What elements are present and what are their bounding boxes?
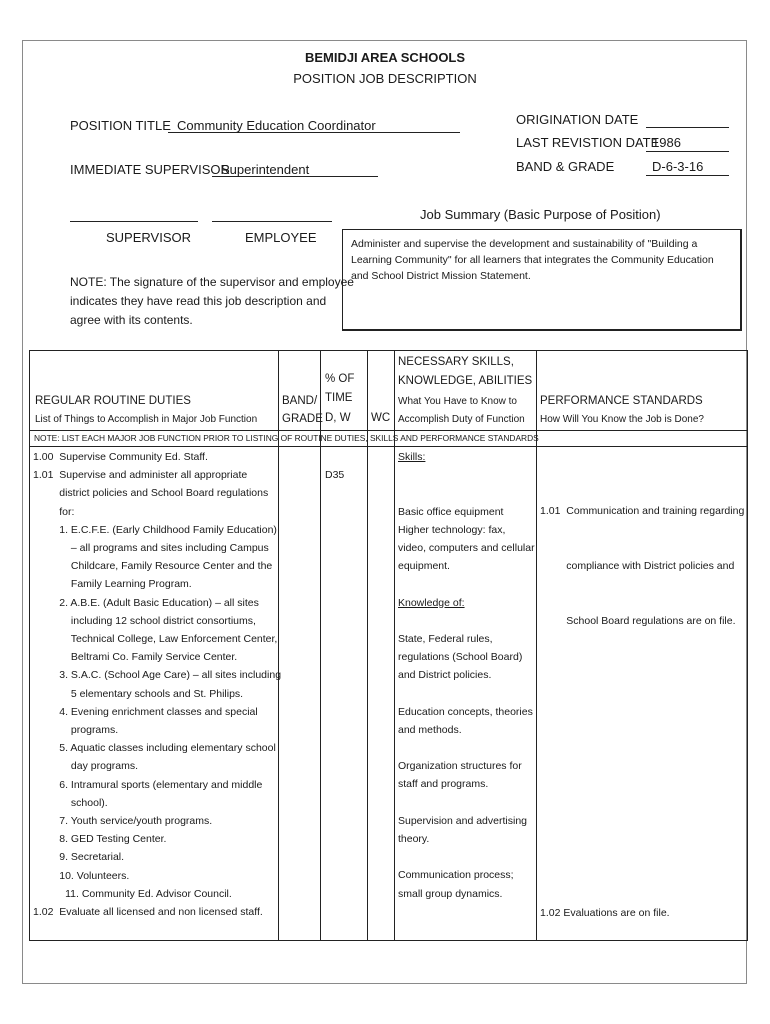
summary-text: Administer and supervise the development and sustainability of "Building a Learning Community" for all learners that integrates the Community Education and School District Mission Statement. (351, 238, 714, 282)
position-title-value: Community Education Coordinator (177, 118, 376, 133)
skill-line: staff and programs. (398, 778, 489, 791)
supervisor-signature-line (70, 221, 198, 222)
duty-line: 9. Secretarial. (33, 851, 125, 864)
origination-date-label: ORIGINATION DATE (516, 112, 639, 127)
skill-line (398, 739, 535, 757)
skill-line (398, 794, 535, 812)
duty-line: 8. GED Testing Center. (33, 833, 167, 846)
duties-list (33, 448, 281, 921)
skill-line: Higher technology: fax, (398, 523, 506, 536)
skill-line: Communication process; (398, 869, 514, 882)
standard-1-01-line: 1.01 Communication and training regarding (540, 505, 745, 518)
duty-line: 1. E.C.F.E. (Early Childhood Family Education) (33, 523, 277, 536)
skills-header-2: KNOWLEDGE, ABILITIES (398, 375, 533, 387)
signature-note (70, 273, 354, 330)
time-header-2: TIME (325, 392, 353, 404)
employee-signature-label: EMPLOYEE (245, 230, 317, 245)
duty-line: district policies and School Board regulations (33, 487, 269, 500)
duty-line: 10. Volunteers. (33, 869, 130, 882)
band-header-1: BAND/ (282, 395, 318, 407)
skills-header-1: NECESSARY SKILLS, (398, 356, 514, 368)
position-title-label: POSITION TITLE (70, 118, 171, 133)
table-note: NOTE: LIST EACH MAJOR JOB FUNCTION PRIOR TO LISTING OF ROUTINE DUTIES, SKILLS AND PERFORMANCE STANDARDS (34, 433, 539, 443)
duty-line: Beltrami Co. Family Service Center. (33, 651, 238, 664)
duty-line: 1.00 Supervise Community Ed. Staff. (33, 451, 208, 463)
header-bottom-line (29, 430, 748, 431)
skills-list (398, 448, 535, 903)
time-value: D35 (325, 469, 345, 481)
duty-line: 1.01 Supervise and administer all appropriate (33, 469, 248, 482)
duty-line: school). (33, 796, 108, 809)
skill-line (398, 684, 535, 702)
time-header-1: % OF (325, 373, 355, 385)
duty-line: 7. Youth service/youth programs. (33, 815, 213, 828)
skills-header-3: What You Have to Know to (398, 396, 517, 407)
duty-line: 5. Aquatic classes including elementary school (33, 742, 276, 755)
skill-line: State, Federal rules, (398, 632, 493, 645)
duty-line: 11. Community Ed. Advisor Council. (33, 887, 232, 900)
summary-box (342, 229, 742, 331)
employee-signature-line (212, 221, 332, 222)
skill-line: and methods. (398, 723, 462, 736)
duty-line: 2. A.B.E. (Adult Basic Education) – all sites (33, 596, 259, 609)
revision-date-underline (646, 151, 729, 152)
supervisor-label: IMMEDIATE SUPERVISOR (70, 162, 230, 177)
skill-line: video, computers and cellular (398, 541, 535, 554)
org-title: BEMIDJI AREA SCHOOLS (304, 50, 466, 65)
standard-1-02: 1.02 Evaluations are on file. (540, 907, 670, 919)
skills-header-4: Accomplish Duty of Function (398, 414, 525, 425)
skill-line: theory. (398, 832, 430, 845)
skill-line: Basic office equipment (398, 505, 504, 518)
duty-line: 4. Evening enrichment classes and special (33, 705, 258, 718)
standard-1-01-line: School Board regulations are on file. (540, 614, 736, 627)
duty-line: 5 elementary schools and St. Philips. (33, 687, 244, 700)
origination-date-underline (646, 127, 729, 128)
skill-line (398, 612, 535, 630)
skill-line (398, 848, 535, 866)
duties-subheader: List of Things to Accomplish in Major Job Function (35, 414, 258, 425)
note-line-3: agree with its contents. (70, 313, 193, 327)
note-bottom-line (29, 446, 748, 447)
time-header-3: D, W (325, 412, 351, 424)
band-grade-label: BAND & GRADE (516, 159, 615, 174)
duty-line: Technical College, Law Enforcement Center, (33, 633, 278, 646)
band-header-2: GRADE (282, 413, 323, 425)
doc-type-title: POSITION JOB DESCRIPTION (293, 71, 477, 86)
skill-line (398, 484, 535, 502)
skill-line: Organization structures for (398, 760, 522, 773)
note-line-1: NOTE: The signature of the supervisor and employee (70, 275, 354, 289)
band-grade-value: D-6-3-16 (652, 159, 704, 174)
skill-line: regulations (School Board) (398, 651, 523, 664)
skill-line: Skills: (398, 451, 426, 463)
skill-line: Education concepts, theories (398, 705, 533, 718)
skill-line: equipment. (398, 560, 450, 573)
skill-line: Supervision and advertising (398, 814, 527, 827)
duty-line: – all programs and sites including Campus (33, 542, 269, 555)
duty-line: Childcare, Family Resource Center and the (33, 560, 273, 573)
skill-line: and District policies. (398, 669, 492, 682)
revision-date-value: 1986 (652, 135, 681, 150)
standard-1-01-line: compliance with District policies and (540, 560, 735, 573)
duty-line: Family Learning Program. (33, 578, 192, 591)
perf-subheader: How Will You Know the Job is Done? (540, 414, 704, 425)
wc-header: WC (371, 412, 391, 424)
skill-line: small group dynamics. (398, 887, 503, 900)
duty-line: 1.02 Evaluate all licensed and non licensed staff. (33, 906, 263, 919)
duty-line: for: (33, 505, 75, 518)
skill-line: Knowledge of: (398, 596, 465, 609)
duty-line: including 12 school district consortiums, (33, 614, 256, 627)
duty-line: 6. Intramural sports (elementary and middle (33, 778, 263, 791)
standard-1-01 (540, 466, 744, 648)
band-grade-underline (646, 175, 729, 176)
note-line-2: indicates they have read this job description and (70, 294, 327, 308)
skill-line (398, 575, 535, 593)
summary-heading: Job Summary (Basic Purpose of Position) (420, 207, 661, 222)
perf-header: PERFORMANCE STANDARDS (540, 395, 703, 407)
skill-line (398, 466, 535, 484)
duties-header: REGULAR ROUTINE DUTIES (35, 395, 191, 407)
duty-line: 3. S.A.C. (School Age Care) – all sites including (33, 669, 282, 682)
duty-line: programs. (33, 724, 119, 737)
revision-date-label: LAST REVISTION DATE (516, 135, 660, 150)
supervisor-signature-label: SUPERVISOR (106, 230, 192, 245)
supervisor-value: Superintendent (221, 162, 310, 177)
duty-line: day programs. (33, 760, 139, 773)
